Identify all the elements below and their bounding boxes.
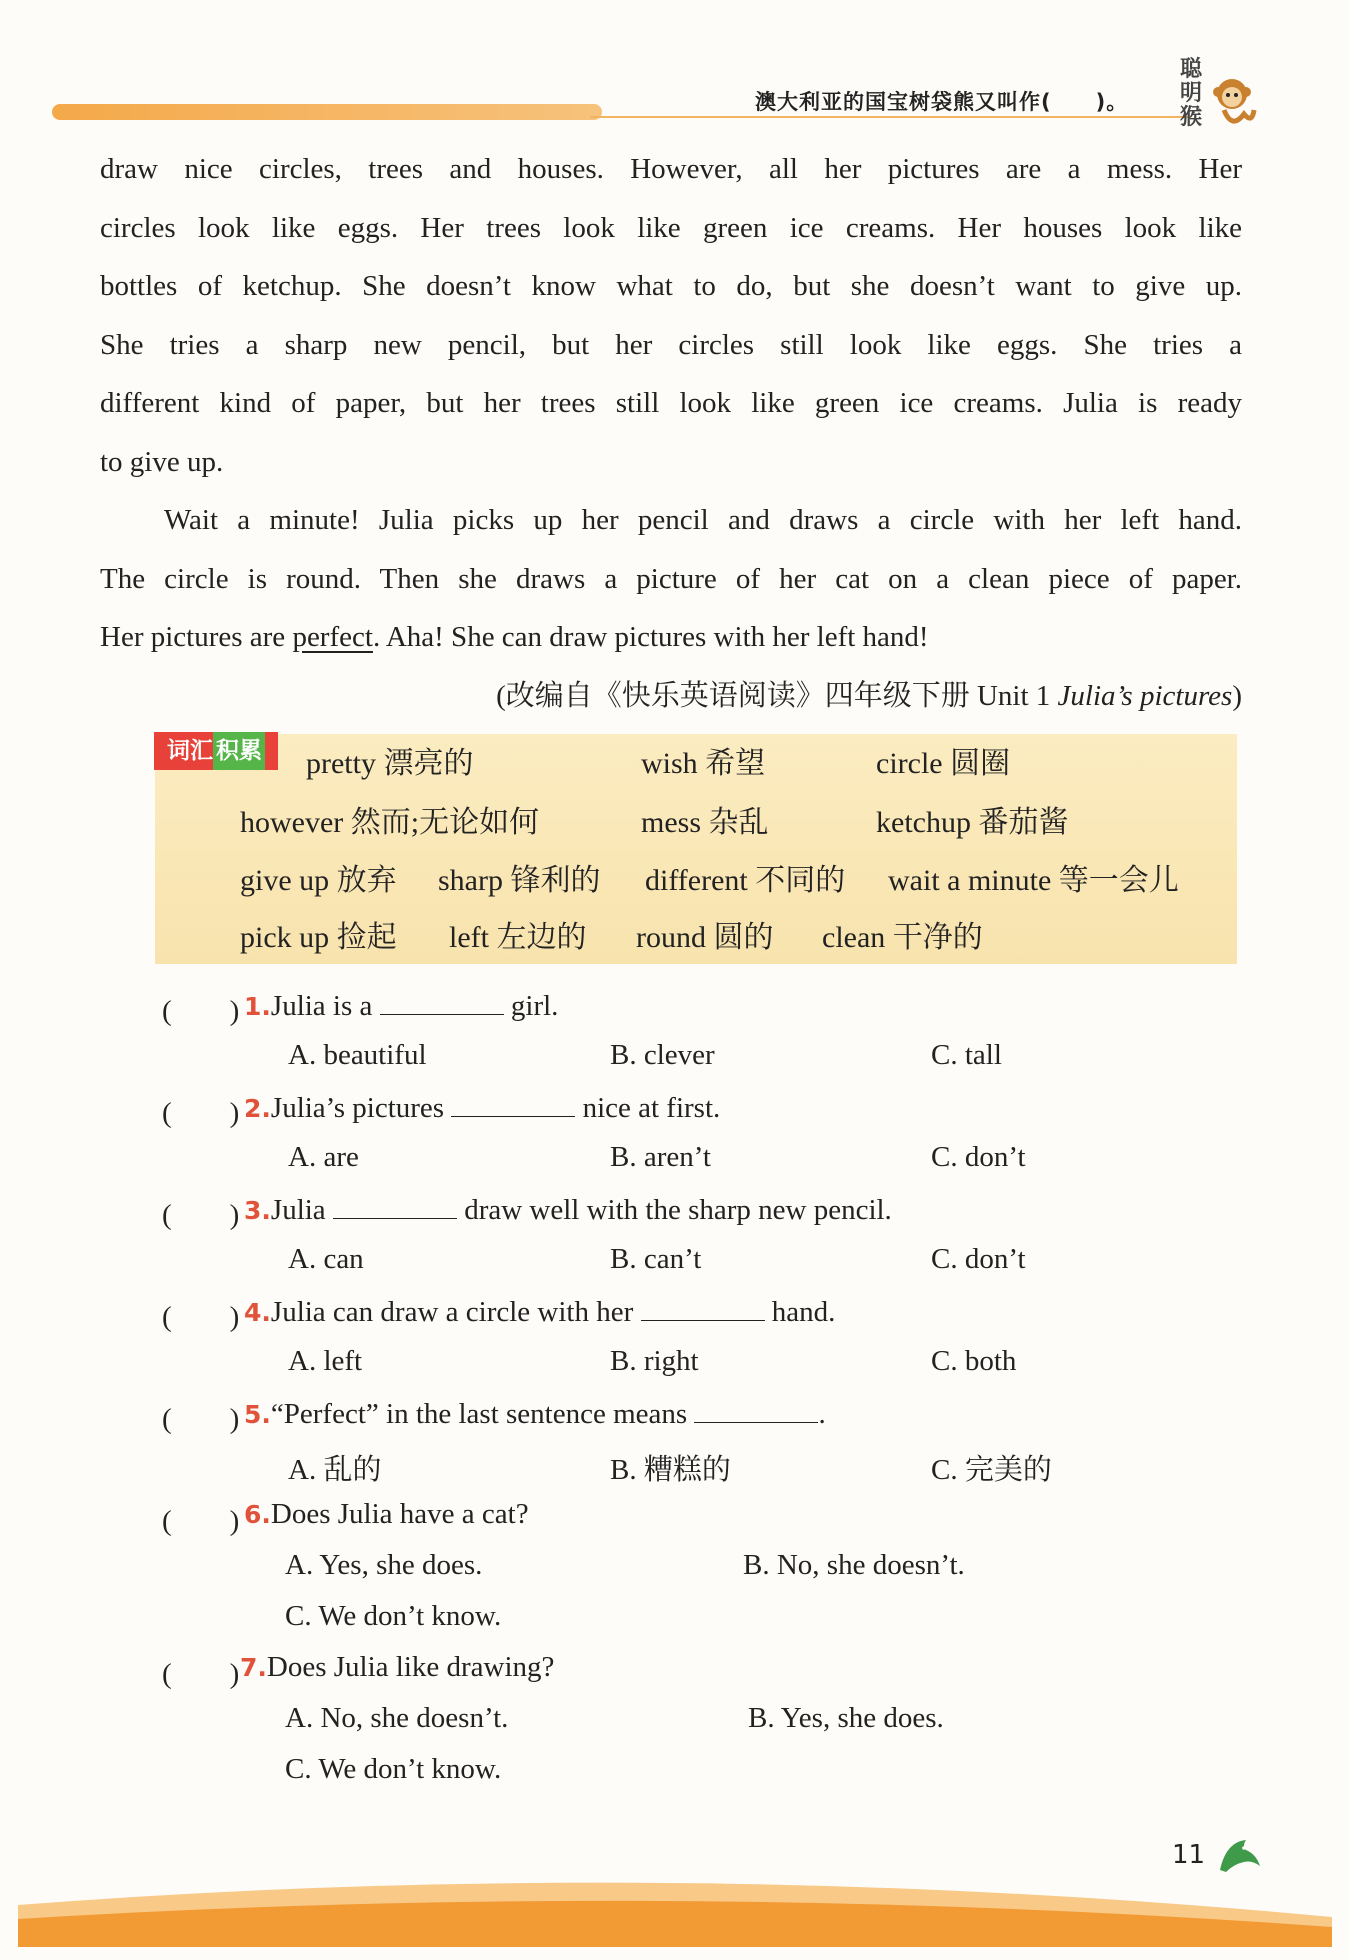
header-question: 澳大利亚的国宝树袋熊又叫作( )。 (755, 90, 1129, 114)
question-text: “Perfect” in the last sentence means (270, 1398, 695, 1430)
option-b[interactable]: B. No, she doesn’t. (743, 1549, 965, 1581)
question-text: Does Julia have a cat? (270, 1498, 529, 1530)
question-number: 1. (244, 992, 271, 1021)
option-b[interactable]: B. 糟糕的 (610, 1454, 731, 1486)
vocab-tag-red: 词汇 (167, 738, 213, 764)
option-b[interactable]: B. right (610, 1345, 699, 1377)
option-c[interactable]: C. tall (931, 1039, 1002, 1071)
vocab-item: pick up 捡起 (240, 921, 397, 954)
brand-logo (1180, 58, 1210, 130)
question-text: nice at first. (575, 1092, 721, 1124)
option-a[interactable]: A. are (288, 1141, 359, 1173)
vocab-item: left 左边的 (449, 921, 587, 954)
question-number: 2. (244, 1094, 271, 1123)
question-text: hand. (764, 1296, 836, 1328)
option-c[interactable]: C. We don’t know. (285, 1753, 502, 1785)
question-text: Julia is a (270, 990, 380, 1022)
option-c[interactable]: C. 完美的 (931, 1454, 1052, 1486)
fill-blank[interactable] (451, 1090, 575, 1117)
page-number: 11 (1172, 1840, 1206, 1870)
option-a[interactable]: A. Yes, she does. (285, 1549, 483, 1581)
option-a[interactable]: A. beautiful (288, 1039, 427, 1071)
vocab-item: sharp 锋利的 (438, 864, 601, 897)
question-text: draw well with the sharp new pencil. (456, 1194, 892, 1226)
option-a[interactable]: A. 乱的 (288, 1454, 382, 1486)
option-b[interactable]: B. can’t (610, 1243, 702, 1275)
fill-blank[interactable] (380, 988, 504, 1015)
question-2 (244, 1090, 720, 1125)
story-line: circles look like eggs. Her trees look like green ice creams. Her houses look like (100, 211, 1242, 244)
question-number: 5. (244, 1400, 271, 1429)
vocab-item: different 不同的 (645, 864, 846, 897)
option-a[interactable]: A. left (288, 1345, 363, 1377)
vocab-tag-green: 积累 (213, 732, 265, 770)
source-title: Julia’s pictures (1057, 679, 1233, 712)
option-c[interactable]: C. don’t (931, 1141, 1026, 1173)
monkey-mascot-icon (1210, 74, 1258, 130)
question-6 (244, 1498, 529, 1531)
vocab-item: mess 杂乱 (641, 806, 769, 839)
answer-blank-paren[interactable]: ( ) (162, 1097, 240, 1129)
question-text: girl. (503, 990, 559, 1022)
story-line: bottles of ketchup. She doesn’t know what to do, but she doesn’t want to give up. (100, 270, 1242, 302)
story-text-fragment: Her pictures are (100, 621, 293, 653)
logo-char: 猴 (1180, 105, 1203, 130)
vocab-item: wish 希望 (641, 747, 766, 780)
vocab-item: wait a minute 等一会儿 (888, 864, 1179, 897)
question-text: Julia’s pictures (270, 1092, 452, 1124)
logo-char: 明 (1180, 81, 1203, 106)
answer-blank-paren[interactable]: ( ) (162, 1505, 240, 1537)
logo-char: 聪 (1180, 57, 1203, 82)
story-line: draw nice circles, trees and houses. However, all her pictures are a mess. Her (100, 153, 1242, 185)
source-prefix: (改编自《快乐英语阅读》四年级下册 Unit 1 (496, 679, 1058, 712)
vocab-item: round 圆的 (636, 921, 774, 954)
vocab-item: ketchup 番茄酱 (876, 806, 1069, 839)
option-b[interactable]: B. Yes, she does. (748, 1702, 944, 1734)
question-number: 6. (244, 1500, 271, 1529)
question-text: Julia can draw a circle with her (270, 1296, 641, 1328)
answer-blank-paren[interactable]: ( ) (162, 1301, 240, 1333)
fill-blank[interactable] (641, 1294, 765, 1321)
question-3 (244, 1192, 892, 1227)
question-4 (244, 1294, 835, 1329)
dolphin-icon (1216, 1832, 1264, 1876)
source-suffix: ) (1232, 679, 1242, 712)
question-number: 4. (244, 1298, 271, 1327)
story-last-line (100, 608, 1242, 667)
story-line: different kind of paper, but her trees still look like green ice creams. Julia is ready (100, 387, 1242, 419)
vocab-item: however 然而;无论如何 (240, 806, 540, 839)
fill-blank[interactable] (694, 1396, 818, 1423)
footer-wave-band (18, 1875, 1332, 1947)
story-line: She tries a sharp new pencil, but her circles still look like eggs. She tries a (100, 328, 1242, 361)
option-a[interactable]: A. No, she doesn’t. (285, 1702, 509, 1734)
answer-blank-paren[interactable]: ( ) (162, 995, 240, 1027)
story-text (100, 140, 1242, 725)
question-number: 3. (244, 1196, 271, 1225)
story-line: The circle is round. Then she draws a picture of her cat on a clean piece of paper. (100, 562, 1242, 595)
question-text: . (818, 1398, 826, 1430)
vocab-item: pretty 漂亮的 (306, 747, 474, 780)
story-line: Wait a minute! Julia picks up her pencil and draws a circle with her left hand. (164, 504, 1242, 536)
source-citation (100, 667, 1242, 726)
story-line: to give up. (100, 445, 224, 478)
vocabulary-tag (154, 732, 278, 770)
option-a[interactable]: A. can (288, 1243, 364, 1275)
question-number: 7. (240, 1653, 267, 1682)
question-text: Does Julia like drawing? (266, 1651, 555, 1683)
story-text-fragment: . Aha! She can draw pictures with her left hand! (372, 621, 929, 653)
option-b[interactable]: B. clever (610, 1039, 715, 1071)
vocab-item: give up 放弃 (240, 864, 397, 897)
answer-blank-paren[interactable]: ( ) (162, 1199, 240, 1231)
vocab-item: circle 圆圈 (876, 747, 1011, 780)
option-c[interactable]: C. both (931, 1345, 1017, 1377)
vocab-item: clean 干净的 (822, 921, 983, 954)
option-c[interactable]: C. don’t (931, 1243, 1026, 1275)
question-7 (240, 1651, 554, 1684)
underlined-word: perfect (292, 621, 373, 653)
option-c[interactable]: C. We don’t know. (285, 1600, 502, 1632)
question-1 (244, 988, 558, 1023)
question-5 (244, 1396, 826, 1431)
answer-blank-paren[interactable]: ( ) (162, 1658, 240, 1690)
question-text: Julia (270, 1194, 333, 1226)
fill-blank[interactable] (333, 1192, 457, 1219)
option-b[interactable]: B. aren’t (610, 1141, 711, 1173)
header-band (52, 104, 602, 120)
answer-blank-paren[interactable]: ( ) (162, 1403, 240, 1435)
header-rule (590, 116, 1190, 118)
